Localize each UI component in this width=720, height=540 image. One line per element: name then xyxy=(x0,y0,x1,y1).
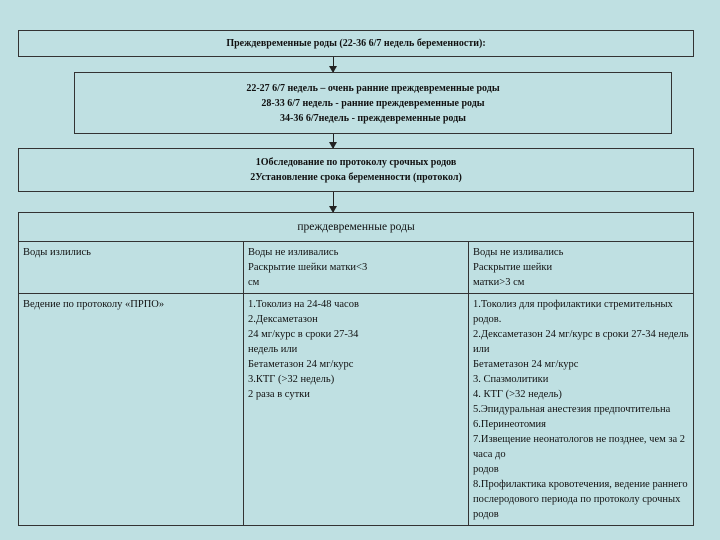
cell-line: 1.Токолиз на 24-48 часов xyxy=(248,299,359,310)
cell-line: 8.Профилактика кровотечения, ведение раннего xyxy=(473,479,688,490)
arrow-down-3 xyxy=(333,192,334,212)
cell-line: послеродового периода по протоколу срочных родов xyxy=(473,494,681,520)
examination-line-2: 2Установление срока беременности (протокол) xyxy=(250,172,462,183)
cell-line: Бетаметазон 24 мг/курс xyxy=(473,359,579,370)
examination-line-1: 1Обследование по протоколу срочных родов xyxy=(255,157,457,168)
cell-line: 2.Дексаметазон xyxy=(248,314,318,325)
table-row xyxy=(19,242,694,294)
table-row xyxy=(19,294,694,526)
cell-line: 3. Спазмолитики xyxy=(473,374,549,385)
cell-prpo-protocol: Ведение по протоколу «ПРПО» xyxy=(19,294,244,526)
cell-line: родов xyxy=(473,464,499,475)
cell-line: Воды не изливались xyxy=(473,247,564,258)
cell-line: см xyxy=(248,277,260,288)
classification-box xyxy=(74,72,672,134)
classification-line-2: 28-33 6/7 недель - ранние преждевременные роды xyxy=(261,97,485,109)
cell-dilation-more-3 xyxy=(469,242,694,294)
cell-line: 1.Токолиз для профилактики стремительных родов. xyxy=(473,299,673,325)
classification-line-3: 34-36 6/7недель - преждевременные роды xyxy=(280,112,466,124)
cell-line: недель или xyxy=(248,344,298,355)
examination-box xyxy=(18,148,694,192)
classification-line-1: 22-27 6/7 недель – очень ранние преждевременные роды xyxy=(246,82,500,94)
cell-line: 6.Перинеотомия xyxy=(473,419,546,430)
cell-line: Раскрытие шейки матки<3 xyxy=(248,262,368,273)
table-header: преждевременные роды xyxy=(19,213,694,242)
cell-dilation-less-3 xyxy=(244,242,469,294)
cell-line: 7.Извещение неонатологов не позднее, чем за 2 часа до xyxy=(473,434,686,460)
title-box xyxy=(18,30,694,57)
cell-tocolysis-plan xyxy=(244,294,469,526)
title-text: Преждевременные роды (22-36 6/7 недель беременности): xyxy=(226,38,486,49)
cell-line: Воды не изливались xyxy=(248,247,339,258)
arrow-down-2 xyxy=(333,134,334,148)
arrow-down-1 xyxy=(333,57,334,72)
cell-labor-management-plan xyxy=(469,294,694,526)
cell-line: 2.Дексаметазон 24 мг/курс в сроки 27-34 недель или xyxy=(473,329,689,355)
cell-line: 24 мг/курс в сроки 27-34 xyxy=(248,329,359,340)
cell-line: 3.КТГ (>32 недель) xyxy=(248,374,335,385)
management-table xyxy=(18,212,694,526)
cell-line: 4. КТГ (>32 недель) xyxy=(473,389,562,400)
cell-line: Бетаметазон 24 мг/курс xyxy=(248,359,354,370)
cell-line: матки>3 см xyxy=(473,277,525,288)
cell-waters-broke: Воды излились xyxy=(19,242,244,294)
cell-line: 5.Эпидуральная анестезия предпочтительна xyxy=(473,404,671,415)
cell-line: 2 раза в сутки xyxy=(248,389,310,400)
cell-line: Раскрытие шейки xyxy=(473,262,553,273)
